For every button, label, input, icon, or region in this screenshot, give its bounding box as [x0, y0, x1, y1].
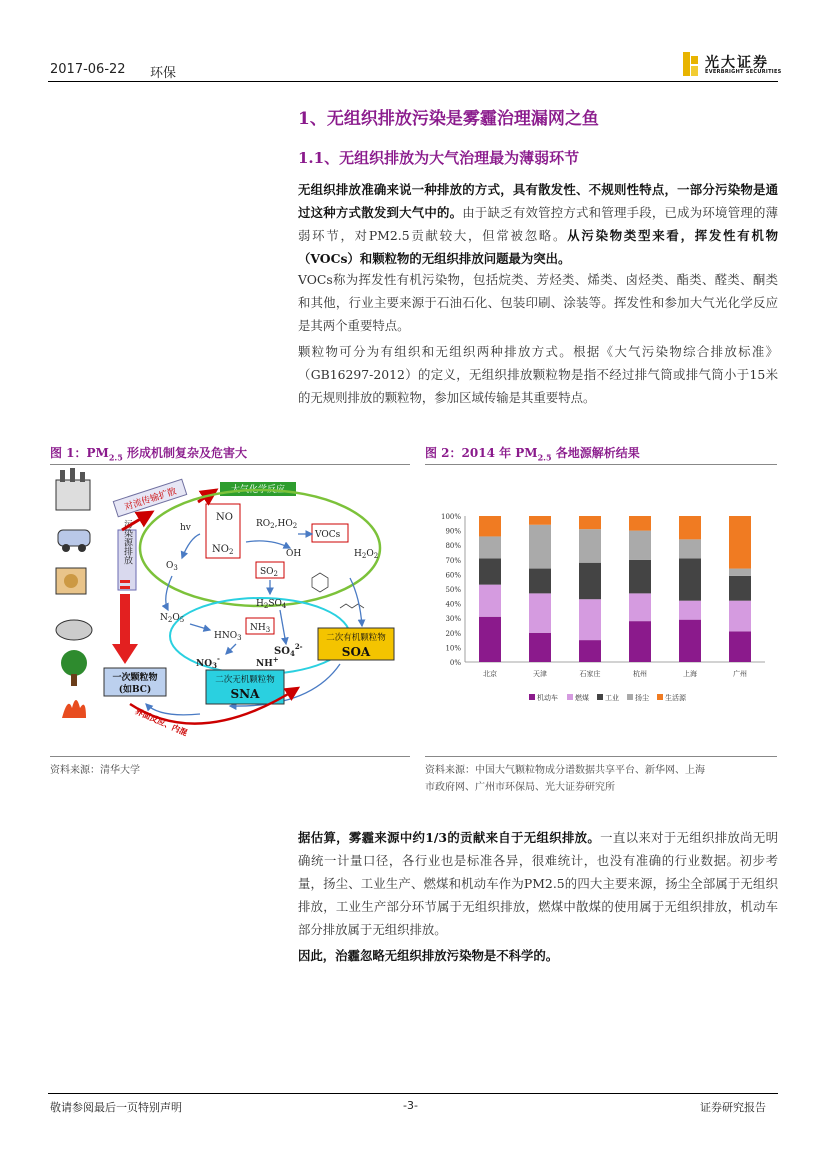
footer-divider: [48, 1093, 778, 1094]
y-tick-label: 0%: [449, 659, 461, 667]
pollution-source-label: 污染源排放: [122, 519, 132, 565]
paragraph-1-bold-tail: 从污染物类型来看，挥发性有机物（VOCs）和颗粒物的无组织排放问题最为突出。: [298, 228, 779, 266]
bar-segment: [529, 633, 551, 662]
sna-title: 二次无机颗粒物: [215, 675, 275, 685]
report-category: 环保: [150, 66, 177, 81]
bar-segment: [629, 531, 651, 560]
x-tick-label: 上海: [683, 670, 697, 678]
y-tick-label: 80%: [445, 542, 461, 551]
y-tick-label: 40%: [445, 600, 461, 609]
bar-segment: [679, 539, 701, 558]
transport-label: 对流传输扩散: [123, 486, 178, 514]
legend-label: 扬尘: [635, 694, 649, 702]
bar-segment: [579, 529, 601, 563]
hv-label: hv: [180, 523, 191, 533]
figure-1-title-post: 形成机制复杂及危害大: [122, 446, 247, 460]
footer-report-type: 证券研究报告: [700, 1101, 766, 1114]
bar-segment: [529, 525, 551, 569]
y-tick-label: 70%: [445, 556, 461, 565]
logo-subtext: EVERBRIGHT SECURITIES: [705, 69, 782, 75]
x-tick-label: 石家庄: [579, 670, 601, 678]
bar-segment: [679, 620, 701, 662]
photochemistry-cycle: [140, 490, 380, 606]
figure-1-title-sub: 2.5: [108, 452, 123, 463]
nh4-label: NH+: [256, 655, 279, 669]
nh3-label: $NH_3$: [250, 623, 271, 634]
tree-icon: [61, 650, 87, 686]
factory-icon: [56, 468, 90, 510]
bar-segment: [729, 569, 751, 576]
primary-particle-sub: (如BC): [118, 685, 152, 695]
legend-swatch: [597, 694, 603, 700]
paragraph-1-body: 由于缺乏有效管控方式和管理手段，已成为环境管理的薄弱环节，对PM2.5贡献较大，但常被忽略。: [298, 205, 779, 243]
bar-segment: [579, 516, 601, 529]
legend-swatch: [627, 694, 633, 700]
figure-2-title: [425, 444, 640, 462]
paragraph-4: [298, 826, 778, 941]
y-tick-label: 20%: [445, 629, 461, 638]
sna-label: SNA: [230, 687, 260, 701]
legend-label: 燃煤: [575, 694, 589, 702]
no2-label: $NO_2$: [212, 544, 234, 556]
paragraph-2: VOCs称为挥发性有机污染物，包括烷类、芳烃类、烯类、卤烃类、酯类、醛类、酮类和其他，行业主要来源于石油石化、包装印刷、涂装等。挥发性和参加大气光化学反应是其两个重要特点。: [298, 272, 778, 333]
subsection-heading: 1.1、无组织排放为大气治理最为薄弱环节: [298, 149, 580, 167]
n2o5-label: $N_2O_5$: [160, 613, 185, 624]
bar-segment: [529, 593, 551, 632]
bar-segment: [479, 585, 501, 617]
so4-label: $SO_4^{2-}$: [274, 642, 303, 658]
bar-segment: [579, 563, 601, 600]
figure-2-source-line2: 市政府网、广州市环保局、光大证券研究所: [425, 782, 615, 793]
bar-segment: [629, 516, 651, 531]
vehicle-icon: [58, 530, 90, 552]
paragraph-3: 颗粒物可分为有组织和无组织两种排放方式。根据《大气污染物综合排放标准》（GB16297-2012）的定义，无组织排放颗粒物是指不经过排气筒或排气筒小于15米的无规则排放的颗粒物，参加区域传输是其重要特点。: [298, 344, 778, 405]
paragraph-5: [298, 944, 778, 967]
bar-segment: [529, 516, 551, 525]
photochemistry-label: 大气化学反应: [230, 485, 286, 495]
bar-segment: [729, 516, 751, 569]
source-apportionment-chart: [425, 500, 777, 720]
bar-segment: [579, 599, 601, 640]
header-divider: [48, 81, 778, 82]
h2so4-label: $H_2SO_4$: [256, 599, 287, 610]
legend-label: 生活源: [665, 694, 686, 702]
logo-mark-icon: [683, 52, 699, 76]
bar-segment: [479, 617, 501, 662]
y-tick-label: 90%: [445, 527, 461, 536]
figure-2-rule: [425, 464, 777, 465]
ro2-ho2-label: $RO_2,HO_2$: [256, 519, 298, 530]
footer-disclaimer: 敬请参阅最后一页特别声明: [50, 1101, 182, 1114]
vocs-label: VOCs: [315, 530, 341, 540]
no-label: NO: [216, 512, 233, 523]
fire-icon: [62, 700, 86, 718]
bar-segment: [529, 569, 551, 594]
figure-1-source: 资料来源：清华大学: [50, 765, 140, 776]
figure-1-rule: [50, 464, 410, 465]
h2o2-label: $H_2O_2$: [354, 549, 379, 560]
legend-label: 工业: [605, 694, 619, 702]
section-heading: 1、无组织排放污染是雾霾治理漏网之鱼: [298, 109, 599, 129]
figure-2-title-sub: 2.5: [537, 452, 552, 463]
soa-label: SOA: [341, 645, 371, 659]
bar-segment: [729, 601, 751, 632]
molecule-icon: [312, 573, 364, 608]
legend-swatch: [529, 694, 535, 700]
logo-text: 光大证券: [705, 55, 769, 71]
interface-reaction-label: 界面反应、内混: [133, 705, 190, 738]
bar-segment: [729, 631, 751, 662]
o3-label: $O_3$: [166, 561, 178, 572]
x-tick-label: 杭州: [633, 670, 647, 678]
x-tick-label: 天津: [533, 670, 547, 678]
bar-segment: [679, 601, 701, 620]
y-tick-label: 10%: [445, 644, 461, 653]
so2-label: $SO_2$: [260, 567, 279, 578]
bar-segment: [679, 558, 701, 600]
bar-segment: [629, 593, 651, 621]
pm25-formation-diagram: [50, 468, 410, 750]
bar-segment: [479, 536, 501, 558]
figure-1-title: [50, 444, 247, 462]
x-tick-label: 北京: [483, 670, 497, 678]
paragraph-1: [298, 178, 778, 270]
hno3-label: $HNO_3$: [214, 631, 242, 642]
paragraph-1-bold-lead: 无组织排放准确来说一种排放的方式，具有散发性、不规则性特点，一部分污染物是通过这种方式散发到大气中的。: [298, 182, 778, 220]
primary-particle-label: 一次颗粒物: [112, 673, 158, 683]
figure-1-bottom-rule: [50, 756, 410, 757]
y-tick-label: 30%: [445, 615, 461, 624]
livestock-icon: [56, 620, 92, 640]
figure-2-title-post: 各地源解析结果: [551, 446, 640, 460]
bar-segment: [629, 621, 651, 662]
x-tick-label: 广州: [733, 670, 747, 678]
y-tick-label: 50%: [445, 586, 461, 594]
paragraph-4-body: 一直以来对于无组织排放尚无明确统一计量口径，各行业也是标准各异，很难统计，也没有准确的行业数据。初步考量，扬尘、工业生产、燃煤和机动车作为PM2.5的四大主要来源，扬尘全部属于无组织排放，工业生产部分环节属于无组织排放，燃煤中散煤的使用属于无组织排放，机动车部分排放属于无组织排放。: [298, 830, 778, 937]
paragraph-5-bold: 因此，治霾忽略无组织排放污染物是不科学的。: [298, 948, 559, 963]
y-tick-label: 60%: [445, 571, 461, 580]
no3-label: $NO_3^-$: [196, 654, 220, 670]
brand-logo: [683, 52, 783, 78]
paragraph-4-bold-lead: 据估算，雾霾来源中约1/3的贡献来自于无组织排放。: [298, 830, 601, 845]
bar-segment: [479, 516, 501, 536]
figure-2-title-pre: 图 2：2014 年 PM: [425, 446, 538, 460]
page-number: -3-: [403, 1099, 418, 1112]
figure-1-title-pre: 图 1：PM: [50, 446, 109, 460]
bar-segment: [679, 516, 701, 539]
oh-label: OH: [286, 549, 302, 559]
legend-swatch: [567, 694, 573, 700]
legend-label: 机动车: [537, 694, 558, 702]
bar-segment: [479, 558, 501, 584]
bar-segment: [629, 560, 651, 594]
report-date: 2017-06-22: [50, 62, 126, 77]
figure-2-source: [425, 762, 705, 796]
bar-segment: [579, 640, 601, 662]
bar-segment: [729, 576, 751, 601]
cooking-icon: [56, 568, 86, 594]
legend-swatch: [657, 694, 663, 700]
figure-2-source-line1: 资料来源：中国大气颗粒物成分谱数据共享平台、新华网、上海: [425, 765, 705, 776]
y-tick-label: 100%: [440, 513, 461, 521]
figure-2-bottom-rule: [425, 756, 777, 757]
soa-title: 二次有机颗粒物: [326, 633, 386, 643]
